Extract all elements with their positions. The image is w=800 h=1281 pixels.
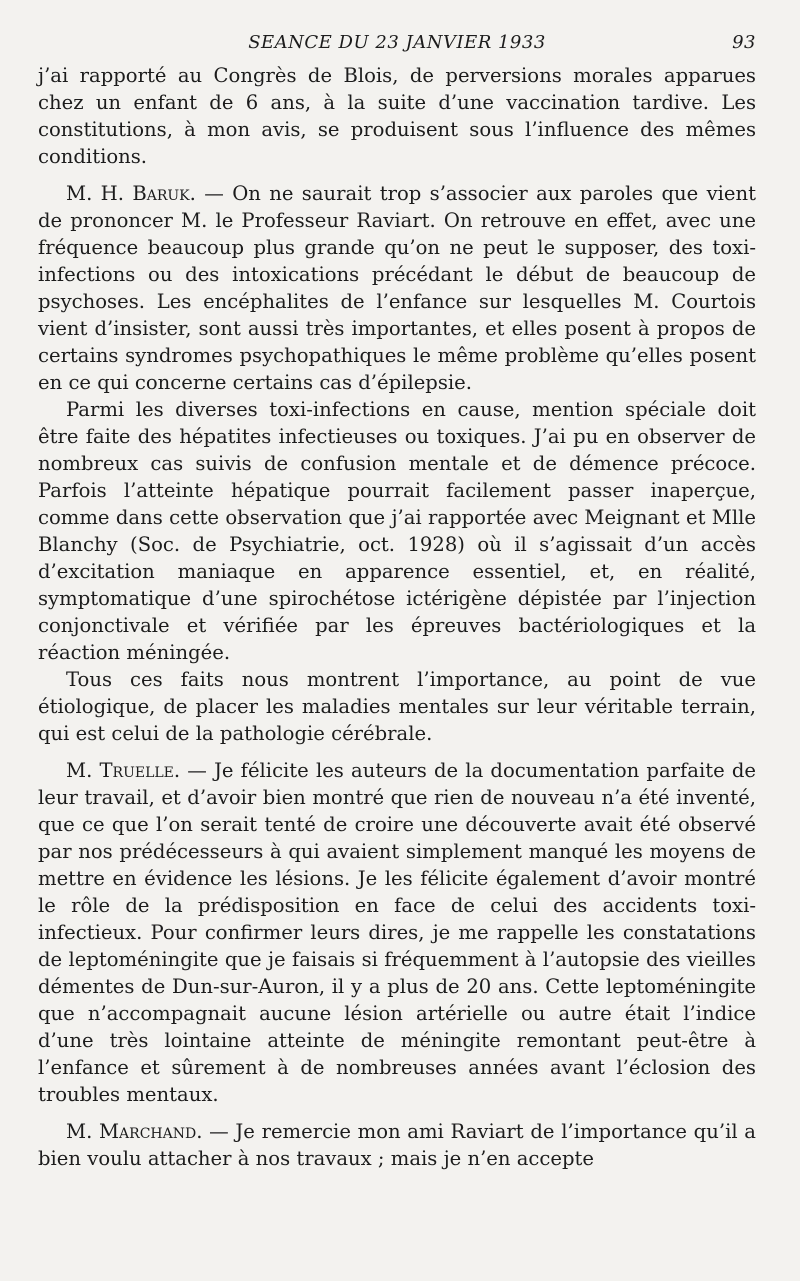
- paragraph-continuation: [38, 62, 756, 170]
- paragraph-text: — Je félicite les auteurs de la documentation parfaite de leur travail, et d’avoir bien montré que rien de nouveau n’a été inventé, que ce que l’on serait tenté de croire une découverte avait été observé par nos prédécesseurs à qui avaient simplement manqué les moyens de mettre en évidence les lésions. Je les félicite également d’avoir montré le rôle de la prédisposition en face de celui des accidents toxi-infectieux. Pour confirmer leurs dires, je me rappelle les constatations de leptoméningite que je faisais si fréquemment à l’autopsie des vieilles démentes de Dun-sur-Auron, il y a plus de 20 ans. Cette leptoméningite que n’accompagnait aucune lésion artérielle ou autre était l’indice d’une très lointaine atteinte de méningite remontant peut-être à l’enfance et sûrement à de nombreuses années avant l’éclosion des troubles mentaux.: [38, 759, 756, 1106]
- page-header: [38, 28, 756, 62]
- paragraph-marchand: [38, 1118, 756, 1172]
- paragraph-hepatites: [38, 396, 756, 666]
- paragraph-text: Tous ces faits nous montrent l’importance, au point de vue étiologique, de placer les maladies mentales sur leur véritable terrain, qui est celui de la pathologie cérébrale.: [38, 668, 756, 745]
- speaker-name: M. H. Baruk.: [66, 182, 196, 205]
- paragraph-text: — Je remercie mon ami Raviart de l’importance qu’il a bien voulu attacher à nos travaux ; mais je n’en accepte: [38, 1120, 756, 1170]
- speaker-name: M. Marchand.: [66, 1120, 203, 1143]
- paragraph-text: Parmi les diverses toxi-infections en cause, mention spéciale doit être faite des hépatites infectieuses ou toxiques. J’ai pu en observer de nombreux cas suivis de confusion mentale et de démence précoce. Parfois l’atteinte hépatique pourrait facilement passer inaperçue, comme dans cette observation que j’ai rapportée avec Meignant et Mlle Blanchy (Soc. de Psychiatrie, oct. 1928) où il s’agissait d’un accès d’excitation maniaque en apparence essentiel, et, en réalité, symptomatique d’une spirochétose ictérigène dépistée par l’injection conjonctivale et vérifiée par les épreuves bactériologiques et la réaction méningée.: [38, 398, 756, 664]
- paragraph-baruk: [38, 180, 756, 396]
- paragraph-conclusion: [38, 666, 756, 747]
- paragraph-text: — On ne saurait trop s’associer aux paroles que vient de prononcer M. le Professeur Raviart. On retrouve en effet, avec une fréquence beaucoup plus grande qu’on ne peut le supposer, des toxi-infections ou des intoxications précédant le début de beaucoup de psychoses. Les encéphalites de l’enfance sur lesquelles M. Courtois vient d’insister, sont aussi très importantes, et elles posent à propos de certains syndromes psychopathiques le même problème qu’elles posent en ce qui concerne certains cas d’épilepsie.: [38, 182, 756, 394]
- speaker-name: M. Truelle.: [66, 759, 181, 782]
- paragraph-text: j’ai rapporté au Congrès de Blois, de perversions morales apparues chez un enfant de 6 ans, à la suite d’une vaccination tardive. Les constitutions, à mon avis, se produisent sous l’influence des mêmes conditions.: [38, 64, 756, 168]
- page-number: 93: [732, 32, 756, 53]
- paragraph-truelle: [38, 757, 756, 1108]
- body-text: [38, 62, 756, 1172]
- running-head: SEANCE DU 23 JANVIER 1933: [248, 32, 546, 53]
